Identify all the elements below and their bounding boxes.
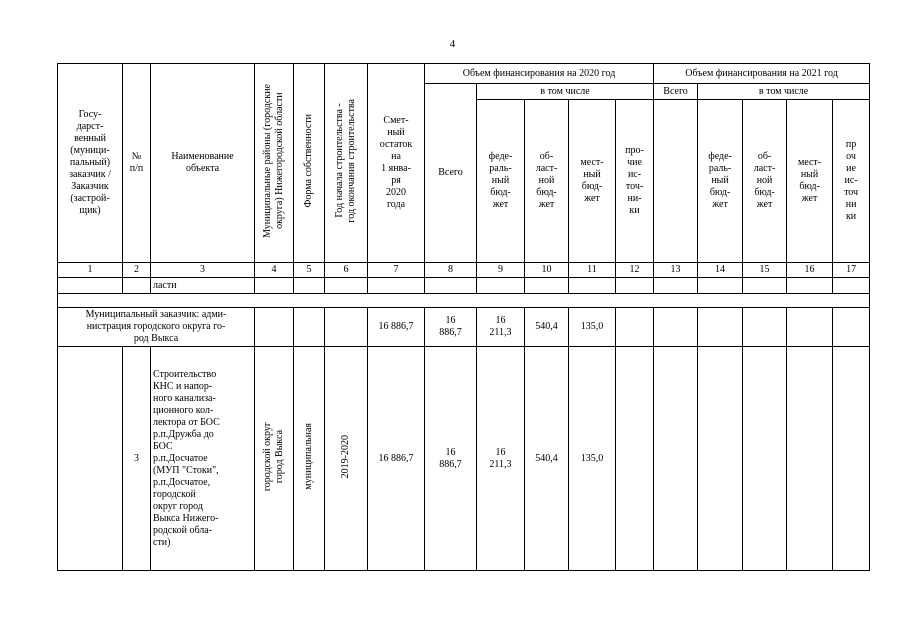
col-number: 4: [255, 263, 294, 278]
item-federal-2020: 16 211,3: [477, 347, 525, 571]
header-districts-text: Муниципальные районы (городские округа) Нижегородской области: [262, 84, 285, 238]
header-total-2020: Всего: [425, 84, 477, 263]
item-ownership-text: муниципальная: [303, 423, 314, 490]
col-number: 3: [151, 263, 255, 278]
header-regional-2020: об- ласт- ной бюд- жет: [525, 100, 569, 263]
header-including-2020: в том числе: [477, 84, 654, 100]
item-district: [255, 347, 294, 571]
col-number: 6: [325, 263, 368, 278]
header-balance: Смет- ный остаток на 1 янва- ря 2020 года: [368, 64, 425, 263]
header-name: Наименование объекта: [151, 64, 255, 263]
continuation-text: ласти: [151, 278, 255, 294]
col-number: 1: [58, 263, 123, 278]
header-total-2021: Всего: [654, 84, 698, 100]
spacer-row: [58, 294, 870, 308]
header-ownership-text: Форма собственности: [303, 114, 314, 208]
header-local-2020: мест- ный бюд- жет: [569, 100, 616, 263]
item-balance: 16 886,7: [368, 347, 425, 571]
item-total-2020: 16 886,7: [425, 347, 477, 571]
col-number: 10: [525, 263, 569, 278]
col-number: 16: [787, 263, 833, 278]
header-regional-2021: об- ласт- ной бюд- жет: [743, 100, 787, 263]
header-other-2021: пр оч ие ис- точ ни ки: [833, 100, 870, 263]
summary-balance: 16 886,7: [368, 308, 425, 347]
item-name: Строительство КНС и напор- ного канализа- ционного кол- лектора от БОС р.п.Дружба до БОС р.п.Досчатое (МУП "Стоки", р.п.Досчатое, городской округ город Выкса Нижего- родской обла- сти): [151, 347, 255, 571]
item-num: 3: [123, 347, 151, 571]
item-ownership: [294, 347, 325, 571]
item-district-text: городской округ город Выкса: [262, 421, 285, 492]
summary-regional-2020: 540,4: [525, 308, 569, 347]
col-number: 15: [743, 263, 787, 278]
financing-table: [57, 63, 870, 571]
col-number: 11: [569, 263, 616, 278]
col-number: 9: [477, 263, 525, 278]
header-years: [325, 64, 368, 263]
col-number: 14: [698, 263, 743, 278]
header-federal-2021: феде- раль- ный бюд- жет: [698, 100, 743, 263]
item-customer-blank: [58, 347, 123, 571]
col-number: 5: [294, 263, 325, 278]
summary-federal-2020: 16 211,3: [477, 308, 525, 347]
header-fin-2021: Объем финансирования на 2021 год: [654, 64, 870, 84]
header-total-2021-blank: [654, 100, 698, 263]
header-local-2021: мест- ный бюд- жет: [787, 100, 833, 263]
header-ownership: [294, 64, 325, 263]
summary-customer: Муниципальный заказчик: адми- нистрация городского округа го- род Выкса: [58, 308, 255, 347]
col-number: 2: [123, 263, 151, 278]
header-num: № п/п: [123, 64, 151, 263]
item-years-text: 2019-2020: [340, 434, 351, 479]
col-number: 7: [368, 263, 425, 278]
header-federal-2020: феде- раль- ный бюд- жет: [477, 100, 525, 263]
header-fin-2020: Объем финансирования на 2020 год: [425, 64, 654, 84]
summary-local-2020: 135,0: [569, 308, 616, 347]
col-number: 12: [616, 263, 654, 278]
header-customer: Госу- дарст- венный (муници- пальный) заказчик / Заказчик (застрой- щик): [58, 64, 123, 263]
col-number: 8: [425, 263, 477, 278]
item-years: [325, 347, 368, 571]
col-number: 17: [833, 263, 870, 278]
col-number: 13: [654, 263, 698, 278]
item-regional-2020: 540,4: [525, 347, 569, 571]
header-other-2020: про- чие ис- точ- ни- ки: [616, 100, 654, 263]
header-including-2021: в том числе: [698, 84, 870, 100]
summary-total-2020: 16 886,7: [425, 308, 477, 347]
page-number: 4: [449, 38, 456, 50]
item-local-2020: 135,0: [569, 347, 616, 571]
header-districts: [255, 64, 294, 263]
header-years-text: Год начала строительства - год окончания строительства: [334, 99, 357, 223]
